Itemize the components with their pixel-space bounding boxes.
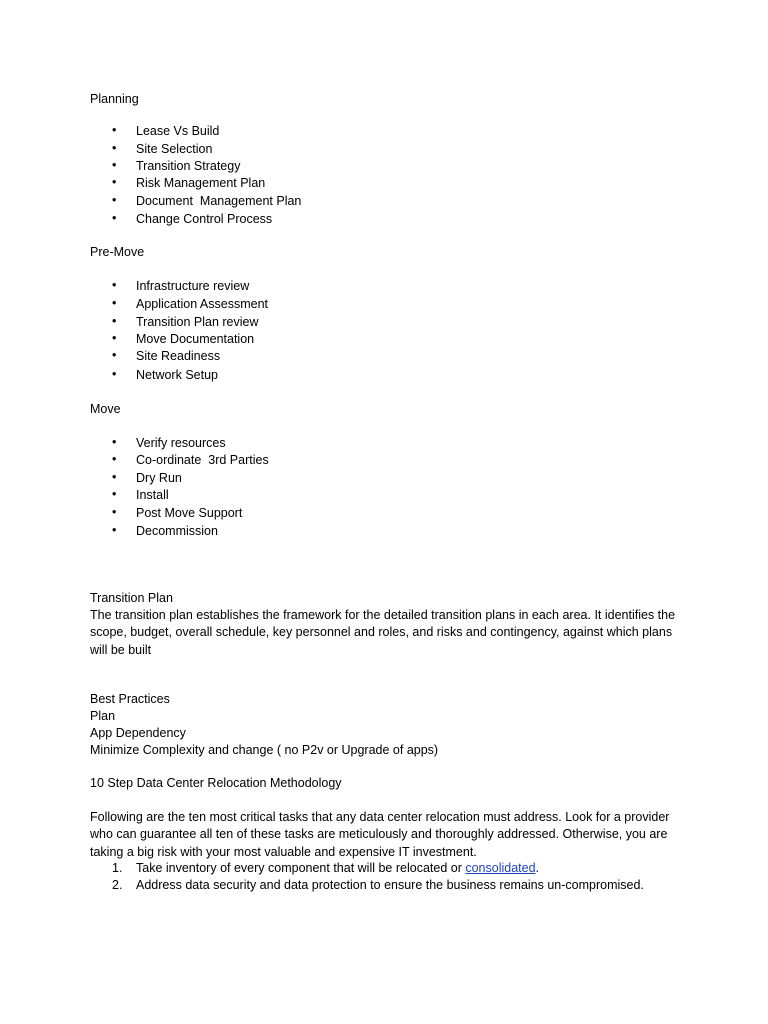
list-item: Transition Plan review — [136, 315, 259, 329]
list-item: Document Management Plan — [136, 194, 302, 208]
bullet-marker: • — [112, 331, 117, 345]
list-item: Install — [136, 488, 169, 502]
list-item: Move Documentation — [136, 332, 255, 346]
planning-heading: Planning — [90, 92, 139, 106]
bullet-marker: • — [112, 505, 117, 519]
best-practices-line: Plan — [90, 709, 116, 723]
list-item: Site Selection — [136, 142, 213, 156]
bullet-marker: • — [112, 487, 117, 501]
best-practices-line: App Dependency — [90, 726, 186, 740]
list-item: Decommission — [136, 524, 218, 538]
list-item: Dry Run — [136, 471, 182, 485]
move-heading: Move — [90, 402, 121, 416]
transition-plan-heading: Transition Plan — [90, 591, 173, 605]
list-item: Application Assessment — [136, 297, 269, 311]
bullet-marker: • — [112, 470, 117, 484]
consolidated-link[interactable]: consolidated — [465, 861, 536, 875]
step-text-before: Take inventory of every component that will be relocated or — [136, 861, 466, 875]
best-practices-heading: Best Practices — [90, 692, 170, 706]
bullet-marker: • — [112, 523, 117, 537]
bullet-marker: • — [112, 211, 117, 225]
bullet-marker: • — [112, 278, 117, 292]
step-text — [136, 860, 539, 877]
bullet-marker: • — [112, 175, 117, 189]
step-number: 2. — [112, 878, 123, 892]
step-number: 1. — [112, 861, 123, 875]
list-item: Change Control Process — [136, 212, 273, 226]
list-item: Risk Management Plan — [136, 176, 266, 190]
transition-plan-body: The transition plan establishes the framework for the detailed transition plans in each area. It identifies the scope, budget, overall schedule, key personnel and roles, and risks and contingency, against which plans will be built — [90, 608, 676, 657]
list-item: Lease Vs Build — [136, 124, 220, 138]
bullet-marker: • — [112, 158, 117, 172]
list-item: Post Move Support — [136, 506, 243, 520]
best-practices-line: Minimize Complexity and change ( no P2v or Upgrade of apps) — [90, 743, 439, 757]
list-item: Transition Strategy — [136, 159, 241, 173]
list-item: Site Readiness — [136, 349, 221, 363]
bullet-marker: • — [112, 348, 117, 362]
bullet-marker: • — [112, 141, 117, 155]
pre-move-heading: Pre-Move — [90, 245, 145, 259]
bullet-marker: • — [112, 367, 117, 381]
step-text-after: . — [535, 861, 540, 875]
methodology-intro: Following are the ten most critical tasks that any data center relocation must address. Look for a provider who can guarantee all ten of these tasks are meticulously and thoroughly addressed. Otherwise, you are taking a big risk with your most valuable and expensive IT investment. — [90, 810, 670, 859]
bullet-marker: • — [112, 296, 117, 310]
list-item: Network Setup — [136, 368, 218, 382]
methodology-heading: 10 Step Data Center Relocation Methodology — [90, 776, 342, 790]
bullet-marker: • — [112, 452, 117, 466]
bullet-marker: • — [112, 314, 117, 328]
bullet-marker: • — [112, 193, 117, 207]
list-item: Co-ordinate 3rd Parties — [136, 453, 269, 467]
list-item: Infrastructure review — [136, 279, 250, 293]
list-item: Verify resources — [136, 436, 226, 450]
bullet-marker: • — [112, 435, 117, 449]
step-text: Address data security and data protection to ensure the business remains un-compromised. — [136, 878, 644, 892]
bullet-marker: • — [112, 123, 117, 137]
